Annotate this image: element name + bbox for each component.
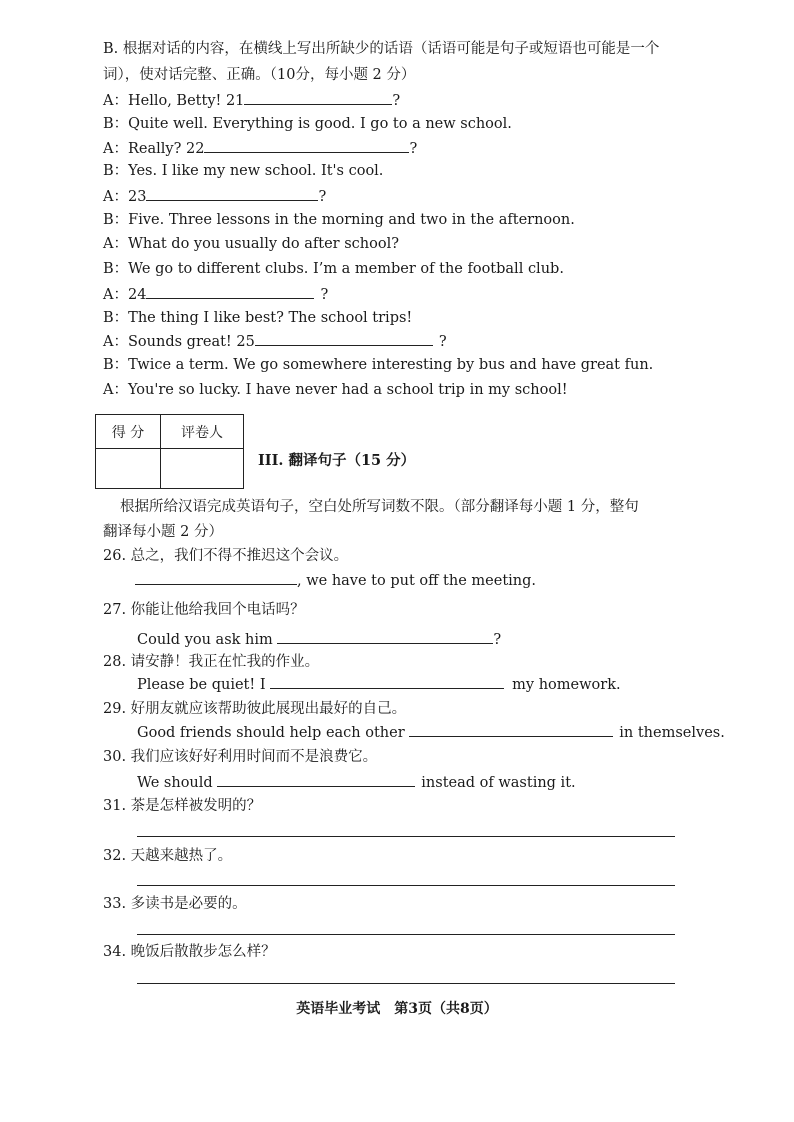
sentence-start: Good friends should help each other [137,725,405,741]
question-number: 26. [103,548,127,564]
answer-line-27 [137,629,501,650]
dialogue-line-9 [103,284,328,305]
answer-blank-30[interactable] [217,772,415,787]
answer-blank-28[interactable] [270,674,504,689]
sentence-end: instead of wasting it. [421,775,576,791]
dialogue-text: What do you usually do after school? [127,236,399,252]
sentence-start: Could you ask him [137,632,273,648]
score-cell[interactable] [96,449,161,489]
dialogue-line-2 [103,114,512,134]
speaker-label: B： [103,163,129,179]
answer-blank-27[interactable] [277,629,493,644]
dialogue-text-end: ? [320,287,329,303]
question-chinese: 晚饭后散散步怎么样？ [130,944,276,960]
sentence-start: We should [137,775,213,791]
speaker-label: B： [103,116,129,132]
speaker-label: A： [103,382,128,398]
speaker-label: A： [103,287,128,303]
question-34 [103,942,276,962]
answer-line-28 [137,674,621,695]
answer-line-31[interactable] [137,836,675,837]
section-b-instruction-line1: B. 根据对话的内容，在横线上写出所缺少的话语（话语可能是句子或短语也可能是一个 [103,41,660,57]
dialogue-text: 23 [127,189,147,205]
dialogue-text: Five. Three lessons in the morning and two in the afternoon. [128,212,575,228]
question-chinese: 多读书是必要的。 [130,896,247,912]
dialogue-line-13 [103,380,568,400]
dialogue-line-6 [103,210,575,230]
answer-blank-24[interactable] [146,284,314,299]
sentence-end: my homework. [512,677,621,693]
question-33 [103,894,247,914]
question-27 [103,600,305,620]
dialogue-text: Twice a term. We go somewhere interesting by bus and have great fun. [128,357,654,373]
question-number: 31. [103,798,127,814]
speaker-label: B： [103,357,129,373]
dialogue-line-3 [103,138,417,159]
question-chinese: 总之，我们不得不推迟这个会议。 [130,548,349,564]
dialogue-text: You're so lucky. I have never had a school trip in my school! [127,382,568,398]
speaker-label: A： [103,334,128,350]
answer-blank-22[interactable] [204,138,409,153]
answer-line-34[interactable] [137,983,675,984]
section-b-instruction-line2: 词），使对话完整、正确。（10分，每小题 2 分） [103,67,416,83]
question-number: 33. [103,896,127,912]
sentence-end: ? [493,632,502,648]
question-chinese: 好朋友就应该帮助彼此展现出最好的自己。 [130,701,407,717]
section-3-instruction-line2: 翻译每小题 2 分） [103,524,223,540]
speaker-label: A： [103,141,128,157]
dialogue-line-12 [103,355,653,375]
question-chinese: 请安静！我正在忙我的作业。 [130,654,320,670]
dialogue-line-11 [103,331,447,352]
speaker-label: B： [103,310,129,326]
dialogue-line-4 [103,161,383,181]
speaker-label: A： [103,93,128,109]
grader-header: 评卷人 [161,415,244,449]
speaker-label: B： [103,261,129,277]
speaker-label: B： [103,212,129,228]
question-28 [103,652,319,672]
dialogue-text: Really? 22 [127,141,205,157]
question-26 [103,546,348,566]
page-footer: 英语毕业考试 第3页（共8页） [296,1001,498,1017]
question-31 [103,796,261,816]
answer-line-29 [137,722,725,743]
grader-cell[interactable] [161,449,244,489]
answer-blank-23[interactable] [146,186,318,201]
dialogue-line-1 [103,90,400,111]
sentence-end: , we have to put off the meeting. [297,573,537,589]
score-header: 得 分 [96,415,161,449]
question-chinese: 你能让他给我回个电话吗？ [130,602,305,618]
question-number: 29. [103,701,127,717]
dialogue-text-end: ? [438,334,447,350]
question-32 [103,846,232,866]
dialogue-text-end: ? [318,189,327,205]
section-3-title: III. 翻译句子（15 分） [258,452,416,469]
question-chinese: 我们应该好好利用时间而不是浪费它。 [130,749,378,765]
question-29 [103,699,406,719]
question-number: 34. [103,944,127,960]
answer-blank-29[interactable] [409,722,613,737]
answer-line-33[interactable] [137,934,675,935]
question-chinese: 天越来越热了。 [130,848,233,864]
dialogue-line-10 [103,308,412,328]
answer-line-32[interactable] [137,885,675,886]
score-box [95,414,244,489]
dialogue-line-8 [103,259,564,279]
answer-blank-26[interactable] [135,570,297,585]
sentence-start: Please be quiet! I [137,677,266,693]
dialogue-text: Yes. I like my new school. It's cool. [128,163,384,179]
dialogue-text-end: ? [392,93,401,109]
dialogue-text: The thing I like best? The school trips! [128,310,413,326]
speaker-label: A： [103,236,128,252]
dialogue-text: 24 [127,287,147,303]
dialogue-text: We go to different clubs. I’m a member of the football club. [128,261,564,277]
dialogue-text: Hello, Betty! 21 [127,93,245,109]
dialogue-text-end: ? [409,141,418,157]
question-number: 28. [103,654,127,670]
question-number: 30. [103,749,127,765]
answer-blank-21[interactable] [244,90,392,105]
section-3-instruction-line1: 根据所给汉语完成英语句子，空白处所写词数不限。（部分翻译每小题 1 分，整句 [120,499,639,515]
dialogue-text: Sounds great! 25 [127,334,255,350]
dialogue-text: Quite well. Everything is good. I go to a new school. [128,116,512,132]
answer-blank-25[interactable] [255,331,433,346]
sentence-end: in themselves. [619,725,725,741]
question-30 [103,747,377,767]
dialogue-line-7 [103,234,399,254]
answer-line-26 [135,570,536,591]
question-chinese: 茶是怎样被发明的？ [130,798,262,814]
question-number: 32. [103,848,127,864]
dialogue-line-5 [103,186,326,207]
speaker-label: A： [103,189,128,205]
answer-line-30 [137,772,576,793]
question-number: 27. [103,602,127,618]
